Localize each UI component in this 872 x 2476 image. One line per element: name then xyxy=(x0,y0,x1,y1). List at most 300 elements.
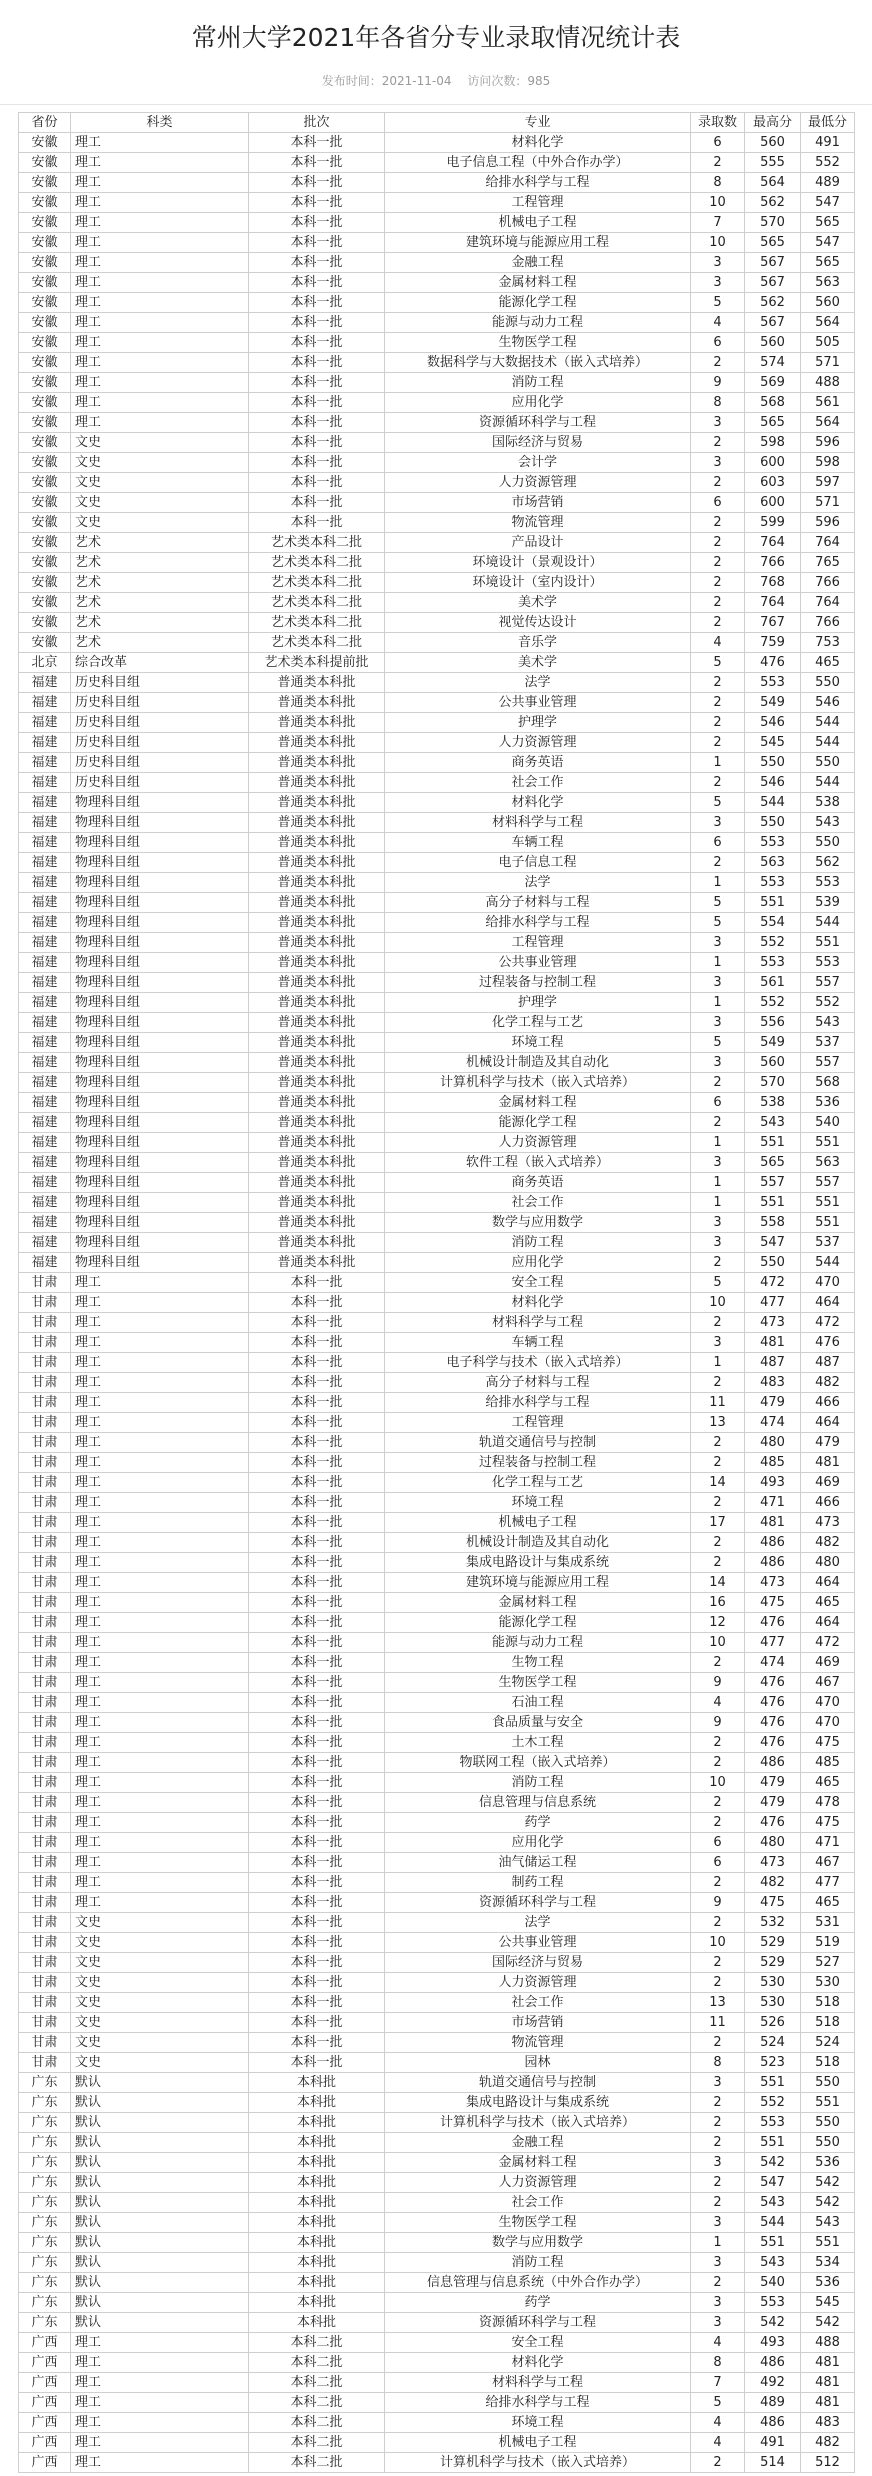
cell-min-score: 551 xyxy=(801,1193,855,1213)
cell-major: 集成电路设计与集成系统 xyxy=(385,1553,691,1573)
table-row xyxy=(19,653,855,673)
cell-max-score: 557 xyxy=(745,1173,801,1193)
cell-province: 广东 xyxy=(19,2153,71,2173)
cell-category: 物理科目组 xyxy=(71,933,249,953)
cell-admitted: 8 xyxy=(691,393,745,413)
cell-category: 理工 xyxy=(71,1613,249,1633)
cell-max-score: 476 xyxy=(745,1713,801,1733)
cell-admitted: 2 xyxy=(691,1253,745,1273)
cell-max-score: 529 xyxy=(745,1933,801,1953)
table-row xyxy=(19,153,855,173)
cell-min-score: 534 xyxy=(801,2253,855,2273)
cell-major: 国际经济与贸易 xyxy=(385,1953,691,1973)
cell-province: 安徽 xyxy=(19,213,71,233)
cell-category: 历史科目组 xyxy=(71,753,249,773)
cell-batch: 普通类本科批 xyxy=(249,1193,385,1213)
cell-province: 甘肃 xyxy=(19,1713,71,1733)
cell-category: 理工 xyxy=(71,2333,249,2353)
cell-batch: 本科批 xyxy=(249,2293,385,2313)
table-row xyxy=(19,1473,855,1493)
table-row xyxy=(19,233,855,253)
cell-batch: 本科批 xyxy=(249,2073,385,2093)
cell-admitted: 11 xyxy=(691,1393,745,1413)
cell-province: 福建 xyxy=(19,893,71,913)
cell-batch: 本科一批 xyxy=(249,1873,385,1893)
cell-max-score: 530 xyxy=(745,1993,801,2013)
cell-admitted: 3 xyxy=(691,813,745,833)
page-title: 常州大学2021年各省分专业录取情况统计表 xyxy=(191,23,681,52)
cell-batch: 本科一批 xyxy=(249,1413,385,1433)
cell-max-score: 551 xyxy=(745,2073,801,2093)
cell-batch: 本科一批 xyxy=(249,513,385,533)
cell-province: 甘肃 xyxy=(19,1873,71,1893)
table-row xyxy=(19,513,855,533)
cell-category: 文史 xyxy=(71,453,249,473)
cell-batch: 普通类本科批 xyxy=(249,833,385,853)
table-row xyxy=(19,873,855,893)
cell-batch: 本科一批 xyxy=(249,1613,385,1633)
cell-min-score: 766 xyxy=(801,573,855,593)
table-row xyxy=(19,2013,855,2033)
cell-category: 理工 xyxy=(71,1573,249,1593)
cell-major: 金融工程 xyxy=(385,253,691,273)
cell-min-score: 483 xyxy=(801,2413,855,2433)
cell-province: 福建 xyxy=(19,1253,71,1273)
cell-batch: 普通类本科批 xyxy=(249,1053,385,1073)
cell-admitted: 3 xyxy=(691,2213,745,2233)
cell-min-score: 550 xyxy=(801,2073,855,2093)
cell-batch: 本科一批 xyxy=(249,193,385,213)
cell-province: 安徽 xyxy=(19,453,71,473)
cell-min-score: 537 xyxy=(801,1033,855,1053)
table-row xyxy=(19,173,855,193)
cell-min-score: 550 xyxy=(801,833,855,853)
cell-min-score: 518 xyxy=(801,2013,855,2033)
cell-major: 给排水科学与工程 xyxy=(385,1393,691,1413)
cell-admitted: 2 xyxy=(691,1453,745,1473)
table-row xyxy=(19,253,855,273)
cell-batch: 本科一批 xyxy=(249,1813,385,1833)
cell-category: 理工 xyxy=(71,1693,249,1713)
cell-province: 甘肃 xyxy=(19,1513,71,1533)
cell-batch: 本科二批 xyxy=(249,2333,385,2353)
cell-category: 物理科目组 xyxy=(71,913,249,933)
cell-min-score: 536 xyxy=(801,1093,855,1113)
table-row xyxy=(19,1493,855,1513)
cell-admitted: 17 xyxy=(691,1513,745,1533)
cell-batch: 本科二批 xyxy=(249,2353,385,2373)
table-row xyxy=(19,1133,855,1153)
cell-category: 理工 xyxy=(71,393,249,413)
cell-batch: 本科批 xyxy=(249,2193,385,2213)
cell-province: 广西 xyxy=(19,2373,71,2393)
cell-batch: 本科一批 xyxy=(249,1333,385,1353)
cell-province: 甘肃 xyxy=(19,1733,71,1753)
cell-major: 机械设计制造及其自动化 xyxy=(385,1053,691,1073)
cell-province: 甘肃 xyxy=(19,1393,71,1413)
cell-major: 法学 xyxy=(385,673,691,693)
cell-batch: 普通类本科批 xyxy=(249,1133,385,1153)
cell-province: 甘肃 xyxy=(19,1813,71,1833)
cell-max-score: 485 xyxy=(745,1453,801,1473)
cell-admitted: 2 xyxy=(691,573,745,593)
cell-batch: 本科一批 xyxy=(249,1853,385,1873)
cell-batch: 本科一批 xyxy=(249,1913,385,1933)
cell-admitted: 1 xyxy=(691,1353,745,1373)
cell-batch: 普通类本科批 xyxy=(249,1233,385,1253)
cell-batch: 本科一批 xyxy=(249,1313,385,1333)
cell-province: 福建 xyxy=(19,1213,71,1233)
cell-admitted: 2 xyxy=(691,1653,745,1673)
table-row xyxy=(19,1913,855,1933)
cell-max-score: 540 xyxy=(745,2273,801,2293)
cell-province: 甘肃 xyxy=(19,1773,71,1793)
cell-province: 广东 xyxy=(19,2173,71,2193)
cell-admitted: 6 xyxy=(691,1853,745,1873)
table-row xyxy=(19,2333,855,2353)
cell-batch: 普通类本科批 xyxy=(249,1033,385,1053)
cell-major: 园林 xyxy=(385,2053,691,2073)
cell-max-score: 529 xyxy=(745,1953,801,1973)
cell-admitted: 2 xyxy=(691,2113,745,2133)
cell-max-score: 560 xyxy=(745,333,801,353)
cell-province: 广东 xyxy=(19,2073,71,2093)
cell-batch: 本科一批 xyxy=(249,1553,385,1573)
cell-category: 理工 xyxy=(71,1313,249,1333)
cell-min-score: 563 xyxy=(801,1153,855,1173)
cell-province: 福建 xyxy=(19,693,71,713)
cell-admitted: 16 xyxy=(691,1593,745,1613)
table-row xyxy=(19,1613,855,1633)
cell-min-score: 512 xyxy=(801,2453,855,2473)
table-body xyxy=(19,133,855,2473)
cell-admitted: 3 xyxy=(691,413,745,433)
cell-min-score: 488 xyxy=(801,2333,855,2353)
table-row xyxy=(19,1693,855,1713)
cell-province: 福建 xyxy=(19,1173,71,1193)
cell-batch: 普通类本科批 xyxy=(249,713,385,733)
cell-province: 安徽 xyxy=(19,493,71,513)
cell-max-score: 569 xyxy=(745,373,801,393)
cell-max-score: 538 xyxy=(745,1093,801,1113)
cell-major: 数据科学与大数据技术（嵌入式培养） xyxy=(385,353,691,373)
cell-province: 广东 xyxy=(19,2093,71,2113)
divider xyxy=(0,104,872,105)
cell-min-score: 543 xyxy=(801,813,855,833)
cell-province: 广西 xyxy=(19,2393,71,2413)
cell-category: 理工 xyxy=(71,193,249,213)
cell-major: 食品质量与安全 xyxy=(385,1713,691,1733)
table-row xyxy=(19,1333,855,1353)
cell-min-score: 598 xyxy=(801,453,855,473)
table-row xyxy=(19,1193,855,1213)
cell-major: 能源化学工程 xyxy=(385,293,691,313)
table-row xyxy=(19,1853,855,1873)
cell-batch: 本科一批 xyxy=(249,1273,385,1293)
cell-major: 能源与动力工程 xyxy=(385,1633,691,1653)
cell-major: 消防工程 xyxy=(385,373,691,393)
cell-category: 理工 xyxy=(71,1373,249,1393)
cell-province: 福建 xyxy=(19,1033,71,1053)
cell-batch: 本科一批 xyxy=(249,1753,385,1773)
cell-major: 计算机科学与技术（嵌入式培养） xyxy=(385,1073,691,1093)
cell-province: 甘肃 xyxy=(19,1953,71,1973)
cell-max-score: 546 xyxy=(745,713,801,733)
cell-min-score: 465 xyxy=(801,1593,855,1613)
cell-major: 护理学 xyxy=(385,993,691,1013)
cell-admitted: 1 xyxy=(691,753,745,773)
cell-max-score: 553 xyxy=(745,2113,801,2133)
cell-province: 安徽 xyxy=(19,533,71,553)
cell-min-score: 540 xyxy=(801,1113,855,1133)
table-row xyxy=(19,953,855,973)
cell-max-score: 564 xyxy=(745,173,801,193)
cell-admitted: 10 xyxy=(691,1933,745,1953)
cell-category: 理工 xyxy=(71,313,249,333)
cell-min-score: 480 xyxy=(801,1553,855,1573)
cell-max-score: 493 xyxy=(745,2333,801,2353)
cell-batch: 本科二批 xyxy=(249,2433,385,2453)
cell-major: 社会工作 xyxy=(385,773,691,793)
cell-category: 艺术 xyxy=(71,593,249,613)
table-row xyxy=(19,1373,855,1393)
column-header-major: 专业 xyxy=(385,113,691,133)
cell-admitted: 5 xyxy=(691,913,745,933)
cell-max-score: 476 xyxy=(745,1813,801,1833)
cell-major: 应用化学 xyxy=(385,1253,691,1273)
cell-province: 福建 xyxy=(19,853,71,873)
cell-batch: 艺术类本科二批 xyxy=(249,593,385,613)
cell-batch: 普通类本科批 xyxy=(249,733,385,753)
cell-batch: 本科一批 xyxy=(249,493,385,513)
admission-table xyxy=(18,112,855,2473)
cell-batch: 普通类本科批 xyxy=(249,813,385,833)
cell-max-score: 530 xyxy=(745,1973,801,1993)
cell-min-score: 475 xyxy=(801,1733,855,1753)
cell-major: 环境工程 xyxy=(385,1493,691,1513)
cell-province: 广东 xyxy=(19,2213,71,2233)
cell-province: 安徽 xyxy=(19,513,71,533)
cell-category: 物理科目组 xyxy=(71,1193,249,1213)
cell-admitted: 1 xyxy=(691,993,745,1013)
cell-max-score: 570 xyxy=(745,213,801,233)
cell-batch: 本科一批 xyxy=(249,153,385,173)
cell-category: 理工 xyxy=(71,253,249,273)
cell-max-score: 563 xyxy=(745,853,801,873)
cell-major: 软件工程（嵌入式培养） xyxy=(385,1153,691,1173)
cell-min-score: 466 xyxy=(801,1493,855,1513)
cell-province: 广东 xyxy=(19,2193,71,2213)
cell-min-score: 536 xyxy=(801,2153,855,2173)
cell-admitted: 2 xyxy=(691,2453,745,2473)
cell-max-score: 567 xyxy=(745,253,801,273)
cell-admitted: 10 xyxy=(691,1773,745,1793)
table-row xyxy=(19,1513,855,1533)
cell-admitted: 2 xyxy=(691,2033,745,2053)
cell-min-score: 560 xyxy=(801,293,855,313)
cell-category: 理工 xyxy=(71,1753,249,1773)
cell-major: 油气储运工程 xyxy=(385,1853,691,1873)
cell-major: 机械电子工程 xyxy=(385,213,691,233)
cell-major: 金属材料工程 xyxy=(385,1093,691,1113)
table-row xyxy=(19,1733,855,1753)
cell-major: 生物工程 xyxy=(385,1653,691,1673)
table-row xyxy=(19,1313,855,1333)
cell-admitted: 3 xyxy=(691,973,745,993)
table-row xyxy=(19,1173,855,1193)
table-row xyxy=(19,693,855,713)
cell-max-score: 549 xyxy=(745,693,801,713)
cell-province: 甘肃 xyxy=(19,1493,71,1513)
cell-province: 福建 xyxy=(19,913,71,933)
table-row xyxy=(19,1773,855,1793)
cell-max-score: 574 xyxy=(745,353,801,373)
cell-admitted: 2 xyxy=(691,2273,745,2293)
table-row xyxy=(19,753,855,773)
cell-batch: 本科一批 xyxy=(249,1953,385,1973)
cell-min-score: 550 xyxy=(801,2113,855,2133)
cell-batch: 本科二批 xyxy=(249,2393,385,2413)
cell-admitted: 1 xyxy=(691,1173,745,1193)
cell-min-score: 469 xyxy=(801,1473,855,1493)
cell-category: 理工 xyxy=(71,293,249,313)
cell-max-score: 476 xyxy=(745,1673,801,1693)
cell-province: 甘肃 xyxy=(19,1453,71,1473)
cell-major: 化学工程与工艺 xyxy=(385,1013,691,1033)
table-row xyxy=(19,393,855,413)
cell-category: 理工 xyxy=(71,1393,249,1413)
cell-major: 消防工程 xyxy=(385,2253,691,2273)
cell-province: 广东 xyxy=(19,2293,71,2313)
cell-admitted: 1 xyxy=(691,953,745,973)
cell-min-score: 464 xyxy=(801,1573,855,1593)
table-row xyxy=(19,1013,855,1033)
cell-batch: 本科一批 xyxy=(249,333,385,353)
cell-admitted: 8 xyxy=(691,2353,745,2373)
cell-min-score: 481 xyxy=(801,1453,855,1473)
cell-batch: 本科一批 xyxy=(249,473,385,493)
cell-category: 物理科目组 xyxy=(71,813,249,833)
cell-batch: 本科批 xyxy=(249,2233,385,2253)
cell-category: 文史 xyxy=(71,1953,249,1973)
table-row xyxy=(19,1653,855,1673)
cell-min-score: 481 xyxy=(801,2353,855,2373)
cell-max-score: 544 xyxy=(745,2213,801,2233)
table-row xyxy=(19,433,855,453)
cell-admitted: 2 xyxy=(691,773,745,793)
cell-min-score: 565 xyxy=(801,253,855,273)
cell-major: 轨道交通信号与控制 xyxy=(385,1433,691,1453)
cell-category: 理工 xyxy=(71,1493,249,1513)
cell-max-score: 473 xyxy=(745,1573,801,1593)
cell-min-score: 561 xyxy=(801,393,855,413)
cell-max-score: 472 xyxy=(745,1273,801,1293)
table-row xyxy=(19,493,855,513)
cell-min-score: 552 xyxy=(801,153,855,173)
table-row xyxy=(19,1813,855,1833)
cell-category: 理工 xyxy=(71,2353,249,2373)
cell-admitted: 2 xyxy=(691,533,745,553)
table-row xyxy=(19,1233,855,1253)
cell-max-score: 542 xyxy=(745,2313,801,2333)
cell-major: 视觉传达设计 xyxy=(385,613,691,633)
cell-min-score: 465 xyxy=(801,1893,855,1913)
cell-category: 理工 xyxy=(71,2373,249,2393)
cell-admitted: 2 xyxy=(691,2173,745,2193)
cell-category: 物理科目组 xyxy=(71,793,249,813)
cell-min-score: 475 xyxy=(801,1813,855,1833)
cell-min-score: 473 xyxy=(801,1513,855,1533)
table-row xyxy=(19,293,855,313)
cell-province: 安徽 xyxy=(19,293,71,313)
cell-major: 能源化学工程 xyxy=(385,1613,691,1633)
cell-major: 商务英语 xyxy=(385,1173,691,1193)
cell-batch: 本科一批 xyxy=(249,393,385,413)
cell-province: 安徽 xyxy=(19,553,71,573)
cell-category: 文史 xyxy=(71,433,249,453)
cell-batch: 本科一批 xyxy=(249,1393,385,1413)
table-row xyxy=(19,2233,855,2253)
cell-admitted: 6 xyxy=(691,1093,745,1113)
cell-max-score: 759 xyxy=(745,633,801,653)
cell-max-score: 600 xyxy=(745,453,801,473)
cell-batch: 本科一批 xyxy=(249,1513,385,1533)
cell-admitted: 2 xyxy=(691,353,745,373)
header-row xyxy=(19,113,855,133)
cell-admitted: 10 xyxy=(691,233,745,253)
cell-admitted: 10 xyxy=(691,193,745,213)
cell-major: 人力资源管理 xyxy=(385,1133,691,1153)
cell-category: 理工 xyxy=(71,153,249,173)
cell-max-score: 551 xyxy=(745,1193,801,1213)
table-row xyxy=(19,453,855,473)
cell-admitted: 2 xyxy=(691,1973,745,1993)
cell-max-score: 549 xyxy=(745,1033,801,1053)
cell-max-score: 551 xyxy=(745,2233,801,2253)
cell-batch: 普通类本科批 xyxy=(249,693,385,713)
cell-min-score: 479 xyxy=(801,1433,855,1453)
cell-category: 理工 xyxy=(71,1593,249,1613)
cell-admitted: 5 xyxy=(691,1033,745,1053)
cell-category: 理工 xyxy=(71,1713,249,1733)
cell-min-score: 527 xyxy=(801,1953,855,1973)
cell-admitted: 2 xyxy=(691,1073,745,1093)
table-row xyxy=(19,833,855,853)
cell-admitted: 7 xyxy=(691,2373,745,2393)
cell-min-score: 538 xyxy=(801,793,855,813)
cell-min-score: 571 xyxy=(801,353,855,373)
table-row xyxy=(19,813,855,833)
cell-admitted: 5 xyxy=(691,793,745,813)
table-row xyxy=(19,1073,855,1093)
cell-min-score: 488 xyxy=(801,373,855,393)
cell-category: 理工 xyxy=(71,1353,249,1373)
cell-major: 药学 xyxy=(385,2293,691,2313)
cell-batch: 本科一批 xyxy=(249,1433,385,1453)
cell-min-score: 544 xyxy=(801,713,855,733)
cell-category: 理工 xyxy=(71,2393,249,2413)
cell-max-score: 553 xyxy=(745,953,801,973)
cell-province: 甘肃 xyxy=(19,1893,71,1913)
cell-major: 车辆工程 xyxy=(385,833,691,853)
cell-major: 工程管理 xyxy=(385,1413,691,1433)
cell-province: 甘肃 xyxy=(19,1573,71,1593)
cell-category: 理工 xyxy=(71,1473,249,1493)
cell-admitted: 2 xyxy=(691,853,745,873)
cell-min-score: 464 xyxy=(801,1613,855,1633)
cell-max-score: 474 xyxy=(745,1653,801,1673)
table-row xyxy=(19,1413,855,1433)
